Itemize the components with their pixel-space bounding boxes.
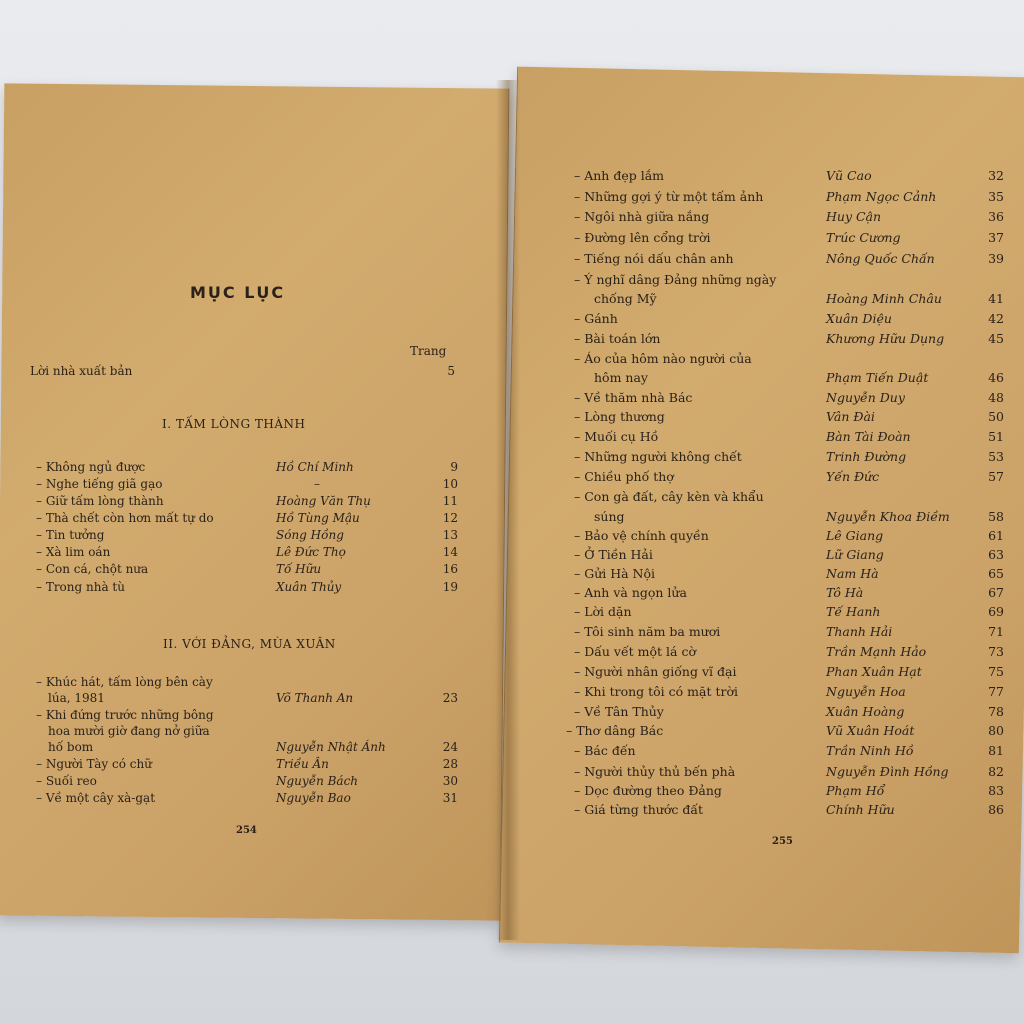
toc-entry (574, 644, 1014, 662)
entry-page: 32 (988, 168, 1004, 183)
entry-title: – Về Tân Thủy (574, 704, 664, 719)
toc-entry (36, 675, 466, 691)
toc-entry (36, 580, 466, 596)
entry-author: Hoàng Minh Châu (826, 291, 942, 306)
entry-page: 61 (988, 528, 1004, 543)
entry-page: 71 (988, 624, 1004, 639)
entry-title: – Người thủy thủ bến phà (574, 764, 736, 779)
entry-author: Huy Cận (826, 209, 882, 224)
entry-title: – Khi đứng trước những bông (36, 708, 214, 722)
entry-title: – Áo của hôm nào người của (574, 351, 752, 366)
toc-entry (36, 477, 466, 493)
entry-author: Trúc Cương (826, 230, 901, 245)
entry-title: – Chiều phố thợ (574, 469, 674, 484)
toc-entry (574, 743, 1014, 761)
entry-title: – Bài toán lớn (574, 331, 661, 346)
entry-title: – Con gà đất, cây kèn và khẩu (574, 489, 764, 504)
toc-entry (574, 528, 1014, 546)
entry-page: 78 (988, 704, 1004, 719)
entry-page: 12 (442, 511, 458, 525)
entry-title: hoa mười giờ đang nở giữa (48, 724, 210, 738)
entry-author: – (314, 477, 320, 491)
toc-entry (574, 802, 1014, 820)
entry-page: 39 (988, 251, 1004, 266)
entry-page: 75 (988, 664, 1004, 679)
entry-author: Xuân Thủy (276, 580, 342, 594)
entry-title: – Bảo vệ chính quyền (574, 528, 709, 543)
toc-entry (36, 740, 466, 756)
entry-title: – Gửi Hà Nội (574, 566, 656, 581)
entry-author: Bàn Tài Đoàn (826, 429, 911, 444)
section-2-title: II. VỚI ĐẢNG, MÙA XUÂN (163, 637, 336, 651)
entry-title: lúa, 1981 (48, 691, 105, 705)
toc-entry (574, 390, 1014, 408)
entry-title: – Đường lên cổng trời (574, 230, 711, 245)
entry-title: – Người nhân giống vĩ đại (574, 664, 737, 679)
entry-author: Phạm Ngọc Cảnh (826, 189, 937, 204)
entry-author: Khương Hữu Dụng (826, 331, 945, 346)
entry-author: Trần Ninh Hồ (826, 743, 914, 758)
toc-entry (574, 704, 1014, 722)
entry-title: – Thà chết còn hơn mất tự do (36, 511, 214, 525)
entry-page: 81 (988, 743, 1004, 758)
entry-author: Phạm Hổ (826, 783, 885, 798)
entry-title: – Giá từng thước đất (574, 802, 704, 817)
entry-author: Tô Hà (826, 585, 864, 600)
entry-author: Xuân Hoàng (826, 704, 905, 719)
entry-page: 63 (988, 547, 1004, 562)
entry-title: – Thơ dâng Bác (566, 723, 664, 738)
left-page-number: 254 (236, 825, 257, 836)
entry-author: Nguyễn Bách (276, 774, 359, 788)
entry-title: – Những người không chết (574, 449, 742, 464)
entry-page: 14 (442, 545, 458, 559)
toc-entry (36, 757, 466, 773)
entry-page: 37 (988, 230, 1004, 245)
entry-title: – Lời dặn (574, 604, 632, 619)
entry-title: – Trong nhà tù (36, 580, 125, 594)
entry-title: – Anh và ngọn lửa (574, 585, 687, 600)
entry-title: – Con cá, chột nưa (36, 562, 149, 576)
entry-page: 16 (442, 562, 458, 576)
toc-entry (574, 311, 1014, 329)
entry-title: – Tôi sinh năm ba mươi (574, 624, 721, 639)
entry-author: Nguyễn Bao (276, 791, 351, 805)
entry-author: Tế Hanh (826, 604, 881, 619)
entry-title: – Muối cụ Hồ (574, 429, 659, 444)
toc-entry (574, 684, 1014, 702)
entry-title: – Về thăm nhà Bác (574, 390, 693, 405)
entry-author: Nguyễn Duy (826, 390, 905, 405)
entry-author: Nguyễn Nhật Ánh (276, 740, 386, 754)
entry-title: – Khi trong tôi có mặt trời (574, 684, 738, 699)
entry-page: 31 (442, 791, 458, 805)
preface-entry (30, 364, 455, 378)
entry-author: Phan Xuân Hạt (826, 664, 922, 679)
entry-author: Sóng Hồng (276, 528, 344, 542)
entry-title: – Dọc đường theo Đảng (574, 783, 722, 798)
entry-title: – Về một cây xà-gạt (36, 791, 156, 805)
entry-author: Nguyễn Hoa (826, 684, 906, 699)
entry-title: – Bác đến (574, 743, 636, 758)
entry-page: 46 (988, 370, 1004, 385)
entry-page: 11 (442, 494, 458, 508)
toc-entry (574, 547, 1014, 565)
entry-author: Hồ Chí Minh (276, 460, 354, 474)
entry-page: 19 (442, 580, 458, 594)
toc-entry (36, 511, 466, 527)
entry-title: – Ở Tiền Hải (574, 547, 653, 562)
toc-entry (574, 664, 1014, 682)
toc-entry (36, 562, 466, 578)
toc-entry (574, 168, 1014, 186)
entry-author: Trần Mạnh Hảo (826, 644, 927, 659)
toc-entry (36, 724, 466, 740)
entry-title: – Xà lim oán (36, 545, 111, 559)
entry-author: Phạm Tiến Duật (826, 370, 929, 385)
entry-page: 28 (442, 757, 458, 771)
entry-title: – Tiếng nói dấu chân anh (574, 251, 734, 266)
toc-entry (574, 209, 1014, 227)
toc-entry (574, 783, 1014, 801)
toc-entry (574, 764, 1014, 782)
entry-author: Hoàng Văn Thụ (276, 494, 371, 508)
toc-entry (574, 189, 1014, 207)
entry-author: Lê Giang (826, 528, 884, 543)
toc-entry (574, 585, 1014, 603)
entry-author: Chính Hữu (826, 802, 895, 817)
toc-entry (36, 791, 466, 807)
entry-page: 45 (988, 331, 1004, 346)
toc-entry (574, 331, 1014, 349)
toc-entry (574, 272, 1014, 290)
entry-author: Tố Hữu (276, 562, 322, 576)
toc-entry (36, 528, 466, 544)
entry-page: 36 (988, 209, 1004, 224)
entry-title: – Khúc hát, tấm lòng bên cày (36, 675, 213, 689)
entry-page: 67 (988, 585, 1004, 600)
entry-page: 35 (988, 189, 1004, 204)
entry-page: 13 (442, 528, 458, 542)
entry-page: 83 (988, 783, 1004, 798)
entry-title: – Suối reo (36, 774, 97, 788)
entry-title: – Người Tày có chữ (36, 757, 152, 771)
entry-page: 53 (988, 449, 1004, 464)
entry-page: 51 (988, 429, 1004, 444)
toc-entry (36, 460, 466, 476)
entry-page: 65 (988, 566, 1004, 581)
entry-page: 77 (988, 684, 1004, 699)
entry-author: Thanh Hải (826, 624, 893, 639)
preface-page: 5 (447, 364, 455, 378)
toc-entry (574, 489, 1014, 507)
toc-entry (574, 409, 1014, 427)
entry-author: Lê Đức Thọ (276, 545, 346, 559)
entry-page: 9 (450, 460, 458, 474)
entry-title: chống Mỹ (594, 291, 657, 306)
entry-page: 10 (442, 477, 458, 491)
entry-title: – Gánh (574, 311, 618, 326)
entry-title: hố bom (48, 740, 94, 754)
page-column-label: Trang (410, 344, 447, 358)
entry-author: Vũ Cao (826, 168, 872, 183)
entry-title: – Dấu vết một lá cờ (574, 644, 697, 659)
entry-title: – Nghe tiếng giã gạo (36, 477, 163, 491)
entry-page: 69 (988, 604, 1004, 619)
section-1-title: I. TẤM LÒNG THÀNH (162, 417, 306, 431)
toc-entry (574, 604, 1014, 622)
toc-entry (574, 624, 1014, 642)
toc-entry (574, 291, 1014, 309)
toc-entry (566, 723, 1014, 741)
entry-page: 41 (988, 291, 1004, 306)
toc-entry (574, 449, 1014, 467)
entry-author: Xuân Diệu (826, 311, 892, 326)
entry-page: 86 (988, 802, 1004, 817)
entry-page: 82 (988, 764, 1004, 779)
entry-author: Nguyễn Đình Hồng (826, 764, 949, 779)
entry-page: 24 (442, 740, 458, 754)
entry-author: Hồ Tùng Mậu (276, 511, 360, 525)
entry-title: hôm nay (594, 370, 648, 385)
right-page-number: 255 (772, 836, 793, 847)
toc-entry (36, 545, 466, 561)
entry-author: Triều Ân (276, 757, 329, 771)
toc-entry (574, 469, 1014, 487)
entry-title: – Ý nghĩ dâng Đảng những ngày (574, 272, 777, 287)
toc-entry (574, 566, 1014, 584)
toc-entry (574, 251, 1014, 269)
toc-entry (36, 708, 466, 724)
entry-author: Võ Thanh An (276, 691, 354, 705)
entry-author: Yến Đức (826, 469, 880, 484)
entry-title: – Giữ tấm lòng thành (36, 494, 164, 508)
entry-title: – Lòng thương (574, 409, 665, 424)
toc-title: MỤC LỤC (190, 283, 286, 302)
toc-entry (36, 494, 466, 510)
entry-title: – Ngôi nhà giữa nắng (574, 209, 710, 224)
entry-author: Vũ Xuân Hoát (826, 723, 915, 738)
entry-author: Nguyễn Khoa Điềm (826, 509, 950, 524)
entry-page: 73 (988, 644, 1004, 659)
entry-author: Lữ Giang (826, 547, 884, 562)
toc-entry (36, 774, 466, 790)
entry-page: 50 (988, 409, 1004, 424)
entry-title: súng (594, 509, 625, 524)
entry-title: – Những gợi ý từ một tấm ảnh (574, 189, 764, 204)
entry-title: – Không ngủ được (36, 460, 146, 474)
entry-author: Vân Đài (826, 409, 875, 424)
toc-entry (36, 691, 466, 707)
toc-entry (574, 509, 1014, 527)
entry-title: – Tin tưởng (36, 528, 105, 542)
entry-page: 48 (988, 390, 1004, 405)
entry-author: Trinh Đường (826, 449, 907, 464)
toc-entry (574, 429, 1014, 447)
entry-page: 58 (988, 509, 1004, 524)
entry-page: 80 (988, 723, 1004, 738)
toc-entry (574, 230, 1014, 248)
entry-author: Nam Hà (826, 566, 879, 581)
toc-entry (574, 351, 1014, 369)
entry-title: – Anh đẹp lắm (574, 168, 665, 183)
toc-entry (574, 370, 1014, 388)
entry-page: 23 (442, 691, 458, 705)
entry-page: 57 (988, 469, 1004, 484)
entry-author: Nông Quốc Chấn (826, 251, 935, 266)
book-spine (496, 80, 520, 940)
entry-page: 30 (442, 774, 458, 788)
entry-page: 42 (988, 311, 1004, 326)
preface-title: Lời nhà xuất bản (30, 364, 133, 378)
